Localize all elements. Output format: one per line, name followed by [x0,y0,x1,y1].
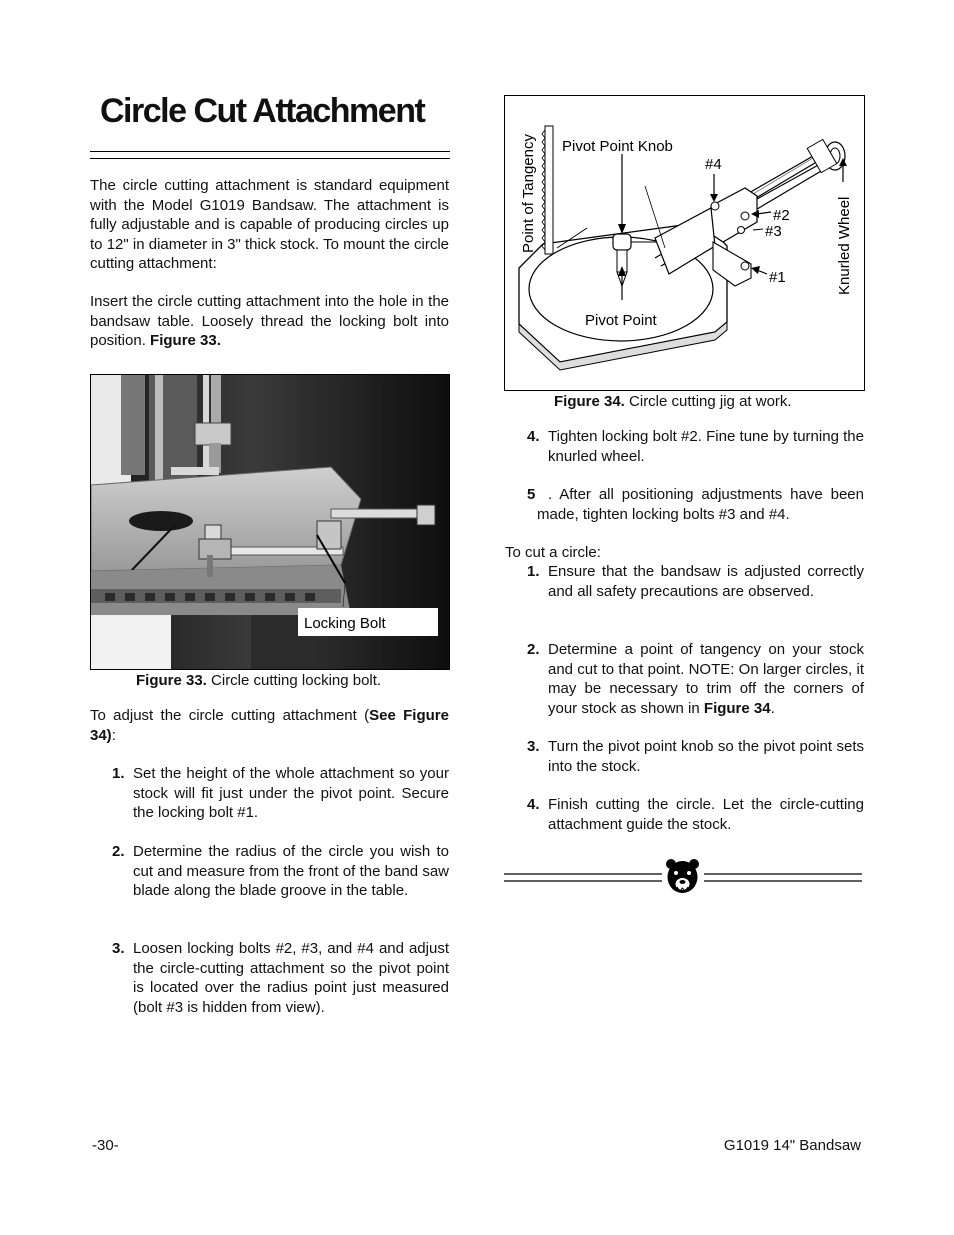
step-text-tail: . [770,699,775,717]
step-figure-ref: Figure 34 [703,699,771,717]
step-text: . After all positioning adjustments have been made, tighten locking bolts #3 and #4. [537,486,864,523]
pivot-point-knob-label: Pivot Point Knob [562,138,673,155]
adjust-intro-colon: : [111,726,116,744]
bolt-1-label: #1 [769,269,786,286]
step-text: Ensure that the bandsaw is adjusted correctly and all safety precautions are observed. [548,563,864,600]
locking-bolt-label: Locking Bolt [304,615,386,632]
step-number: 3. [112,940,125,957]
figure-34-diagram [504,95,865,391]
pivot-point-label: Pivot Point [585,312,657,329]
figure-33-caption-label: Figure 33. [136,672,207,689]
step-text-body: Determine a point of tangency on your stock and cut to that point. NOTE: On larger circles, it may be necessary to trim off the corners of your stock as shown in [548,641,864,717]
step-number: 1. [527,563,540,580]
figure-34-caption-label: Figure 34. [554,393,625,410]
cut-intro: To cut a circle: [505,544,601,561]
step-number: 3. [527,738,540,755]
insert-text: Insert the circle cutting attachment into the hole in the bandsaw table. Loosely thread the locking bolt into position. [90,293,449,349]
section-end-divider [504,858,864,898]
step-text: Finish cutting the circle. Let the circle-cutting attachment guide the stock. [548,796,864,833]
step-number: 2. [527,641,540,658]
bolt-3-label: #3 [765,223,782,240]
page-title: Circle Cut Attachment [100,92,425,130]
page-number: -30- [92,1137,119,1154]
step-text: Set the height of the whole attachment so your stock will fit just under the pivot point. Secure the locking bolt #1. [133,765,449,821]
figure-34-caption-text: Circle cutting jig at work. [624,393,792,410]
title-rule-top [90,151,450,152]
step-text: Tighten locking bolt #2. Fine tune by turning the knurled wheel. [548,428,864,465]
step-number: 1. [112,765,125,782]
adjust-intro-ref: See Figure 34) [90,707,449,744]
step-number: 2. [112,843,125,860]
bear-logo-icon [666,859,699,893]
circle-jig-diagram [505,96,864,390]
insert-figure-ref: Figure 33. [150,332,221,349]
bolt-4-label: #4 [705,156,722,173]
step-text: Turn the pivot point knob so the pivot point sets into the stock. [548,738,864,775]
step-text: Determine the radius of the circle you wish to cut and measure from the front of the band saw blade along the blade groove in the table. [133,843,449,899]
footer-model: G1019 14" Bandsaw [723,1137,861,1154]
figure-34-caption [554,392,792,411]
title-rule-bottom [90,158,450,159]
step-number: 4. [527,796,540,813]
point-of-tangency-label: Point of Tangency [520,134,537,253]
bolt-2-label: #2 [773,207,790,224]
step-number: 5 [527,486,536,503]
figure-33-caption [136,671,381,690]
step-number: 4. [527,428,540,445]
adjust-intro [90,706,449,745]
intro-paragraph: The circle cutting attachment is standard equipment with the Model G1019 Bandsaw. The attachment is fully adjustable and is capable of producing circles up to 12" in diameter in 3" thick stock. To mount the circle cutting attachment: [90,177,449,272]
adjust-intro-text: To adjust the circle cutting attachment ( [90,707,370,724]
knurled-wheel-label: Knurled Wheel [836,196,853,295]
step-text [548,640,864,718]
figure-33-caption-text: Circle cutting locking bolt. [206,672,382,689]
step-text: Loosen locking bolts #2, #3, and #4 and adjust the circle-cutting attachment so the pivot point is located over the radius point just measured (bolt #3 is hidden from view). [133,940,449,1016]
insert-paragraph [90,292,449,351]
bandsaw-photo-illustration [91,375,449,669]
figure-33-photo [90,374,450,670]
